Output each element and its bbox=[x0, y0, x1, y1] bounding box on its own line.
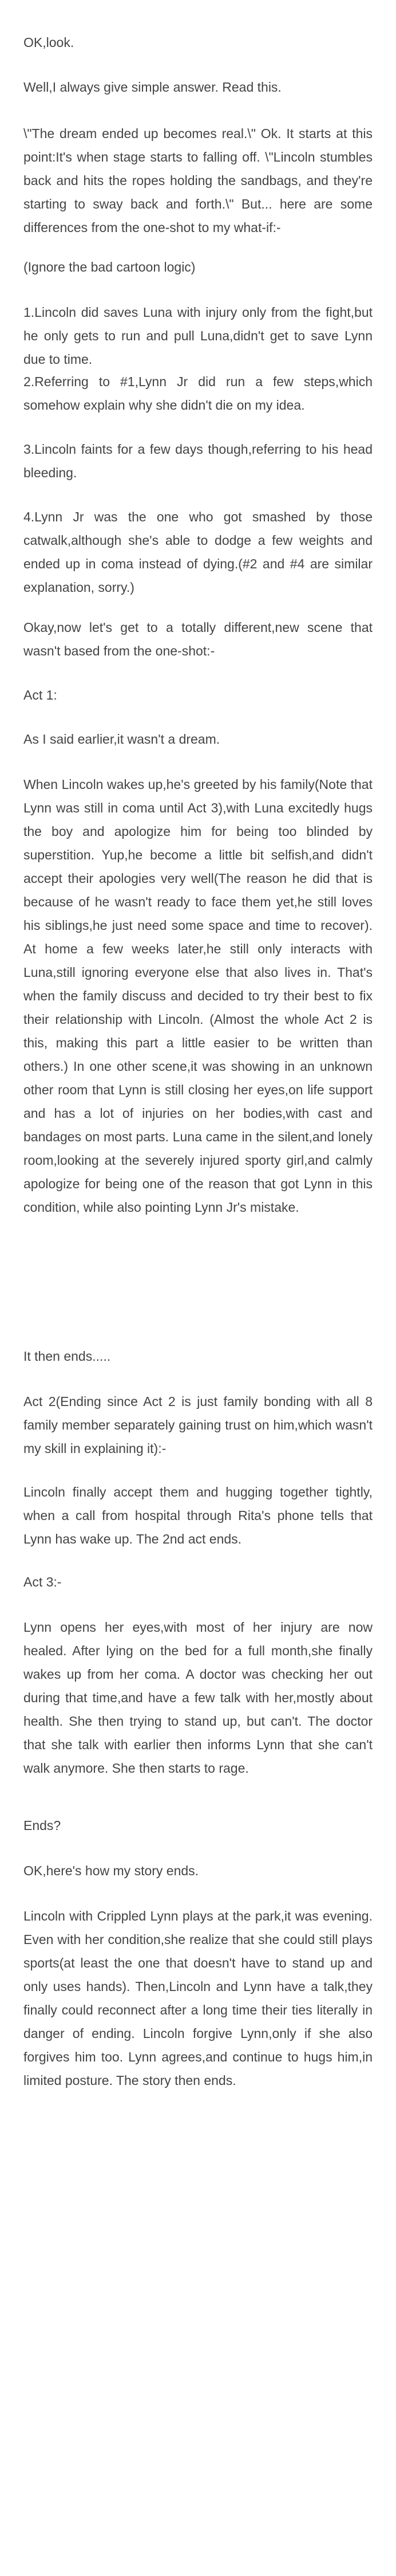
paragraph-difference-4: 4.Lynn Jr was the one who got smashed by those catwalk,although she's able to dodge a few weights and ended up in coma instead of dying.(#2 and #4 are similar explanation, sorry.) bbox=[23, 509, 373, 595]
paragraph-act-1-end: It then ends..... bbox=[23, 1349, 111, 1364]
act-3-heading: Act 3:- bbox=[23, 1574, 62, 1589]
act-2-heading: Act 2(Ending since Act 2 is just family bonding with all 8 family member separately gaining trust on him,which wasn't my skill in explaining it):- bbox=[23, 1394, 373, 1456]
act-1-heading: Act 1: bbox=[23, 688, 57, 702]
paragraph-act-1-intro: As I said earlier,it wasn't a dream. bbox=[23, 732, 220, 747]
paragraph-note: (Ignore the bad cartoon logic) bbox=[23, 260, 196, 274]
story-document bbox=[23, 0, 373, 2576]
paragraph-ends-question: Ends? bbox=[23, 1818, 61, 1833]
paragraph-difference-3: 3.Lincoln faints for a few days though,referring to his head bleeding. bbox=[23, 442, 373, 480]
paragraph-difference-2: 2.Referring to #1,Lynn Jr did run a few steps,which somehow explain why she didn't die on my idea. bbox=[23, 374, 373, 413]
paragraph-act-2-body: Lincoln finally accept them and hugging together tightly, when a call from hospital through Rita's phone tells that Lynn has wake up. The 2nd act ends. bbox=[23, 1485, 373, 1546]
paragraph-story-ending-intro: OK,here's how my story ends. bbox=[23, 1863, 199, 1878]
paragraph-intro: Well,I always give simple answer. Read this. bbox=[23, 80, 282, 95]
paragraph-opening: OK,look. bbox=[23, 35, 74, 50]
paragraph-premise: \"The dream ended up becomes real.\" Ok. It starts at this point:It's when stage starts to falling off. \"Lincoln stumbles back and hits the ropes holding the sandbags, and they're starting to sway back and forth.\" But... here are some differences from the one-shot to my what-if:- bbox=[23, 126, 373, 235]
paragraph-difference-1: 1.Lincoln did saves Luna with injury only from the fight,but he only gets to run and pull Luna,didn't get to save Lynn due to time. bbox=[23, 305, 373, 367]
paragraph-act-1-body: When Lincoln wakes up,he's greeted by his family(Note that Lynn was still in coma until Act 3),with Luna excitedly hugs the boy and apologize him for being too blinded by superstition. Yup,he become a little bit selfish,and didn't accept their apologies very well(The reason he did that is because of he wasn't ready to face them yet,he still loves his siblings,he just need some space and time to recover). At home a few weeks later,he still only interacts with Luna,still ignoring everyone else that also lives in. That's when the family discuss and decided to try their best to fix their relationship with Lincoln. (Almost the whole Act 2 is this, making this part a little easier to be written than others.) In one other scene,it was showing in an unknown other room that Lynn is still closing her eyes,on life support and has a lot of injuries on her bodies,with cast and bandages on most parts. Luna came in the silent,and lonely room,looking at the severely injured sporty girl,and calmly apologize for being one of the reason that got Lynn in this condition, while also pointing Lynn Jr's mistake. bbox=[23, 777, 373, 1215]
paragraph-story-ending-body: Lincoln with Crippled Lynn plays at the park,it was evening. Even with her condition,she realize that she could still plays sports(at least the one that doesn't have to stand up and only uses hands). Then,Lincoln and Lynn have a talk,they finally could reconnect after a long time their ties literally in danger of ending. Lincoln forgive Lynn,only if she also forgives him too. Lynn agrees,and continue to hugs him,in limited posture. The story then ends. bbox=[23, 1909, 373, 2088]
paragraph-new-scene: Okay,now let's get to a totally different,new scene that wasn't based from the one-shot:- bbox=[23, 620, 373, 658]
paragraph-act-3-body: Lynn opens her eyes,with most of her injury are now healed. After lying on the bed for a full month,she finally wakes up from her coma. A doctor was checking her out during that time,and have a few talk with her,mostly about health. She then trying to stand up, but can't. The doctor that she talk with earlier then informs Lynn that she can't walk anymore. She then starts to rage. bbox=[23, 1620, 373, 1776]
